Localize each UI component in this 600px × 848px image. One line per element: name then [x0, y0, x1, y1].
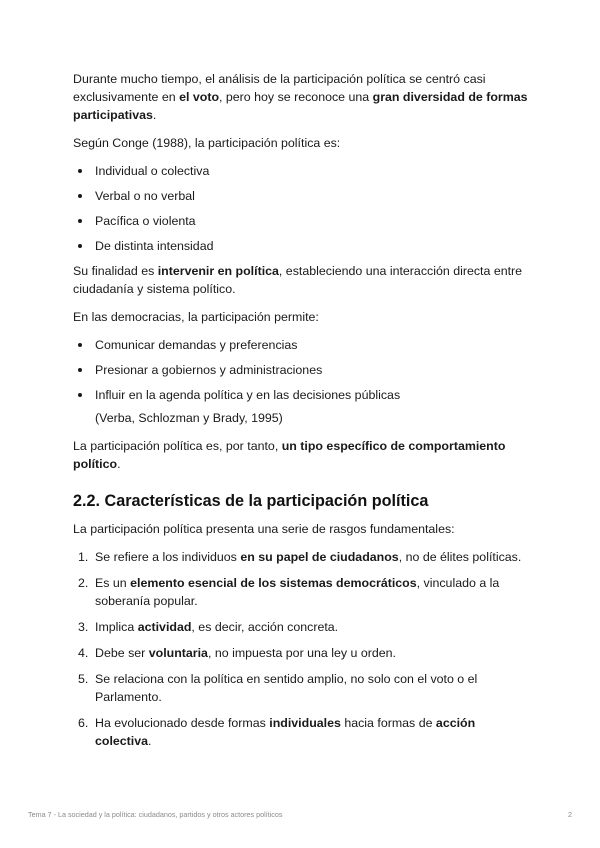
- section-lead: La participación política presenta una serie de rasgos fundamentales:: [73, 522, 455, 536]
- list-item: Individual o colectiva: [73, 162, 533, 180]
- list-item: Verbal o no verbal: [73, 187, 533, 205]
- section-heading: 2.2. Características de la participación política: [73, 492, 429, 510]
- footer-title: Tema 7 - La sociedad y la política: ciudadanos, partidos y otros actores políticos: [28, 810, 283, 819]
- list-item: Comunicar demandas y preferencias: [73, 336, 533, 354]
- list-item: 6. Ha evolucionado desde formas individuales hacia formas de acción colectiva.: [78, 716, 476, 748]
- document-body: [73, 70, 533, 758]
- list-item: Pacífica o violenta: [73, 212, 533, 230]
- list-item: 3. Implica actividad, es decir, acción concreta.: [78, 620, 339, 634]
- list-item: 5. Se relaciona con la política en sentido amplio, no solo con el voto o el Parlamento.: [78, 672, 478, 704]
- paragraph-conclusion: La participación política es, por tanto, un tipo específico de comportamiento político.: [73, 439, 506, 471]
- bullet-list-types: [73, 162, 533, 255]
- list-item: Presionar a gobiernos y administraciones: [73, 361, 533, 379]
- list-item: De distinta intensidad: [73, 237, 533, 255]
- bullet-list-functions: [73, 336, 533, 404]
- paragraph-finalidad: Su finalidad es intervenir en política, estableciendo una interacción directa entre ciudadanía y sistema político.: [73, 264, 523, 296]
- list-item: 2. Es un elemento esencial de los sistemas democráticos, vinculado a la soberanía popular.: [78, 576, 500, 608]
- page-footer: [28, 810, 572, 819]
- list-item: 1. Se refiere a los individuos en su papel de ciudadanos, no de élites políticas.: [78, 550, 522, 564]
- paragraph-intro: Durante mucho tiempo, el análisis de la participación política se centró casi exclusivamente en el voto, pero hoy se reconoce una gran diversidad de formas participativas.: [73, 72, 528, 122]
- numbered-list-characteristics: [73, 548, 533, 750]
- list-item: Influir en la agenda política y en las decisiones públicas: [73, 386, 533, 404]
- list-item: 4. Debe ser voluntaria, no impuesta por una ley u orden.: [78, 646, 396, 660]
- paragraph-democracias: En las democracias, la participación permite:: [73, 310, 319, 324]
- citation: (Verba, Schlozman y Brady, 1995): [95, 411, 283, 425]
- paragraph-conge: Según Conge (1988), la participación política es:: [73, 136, 341, 150]
- page-number: 2: [568, 810, 572, 819]
